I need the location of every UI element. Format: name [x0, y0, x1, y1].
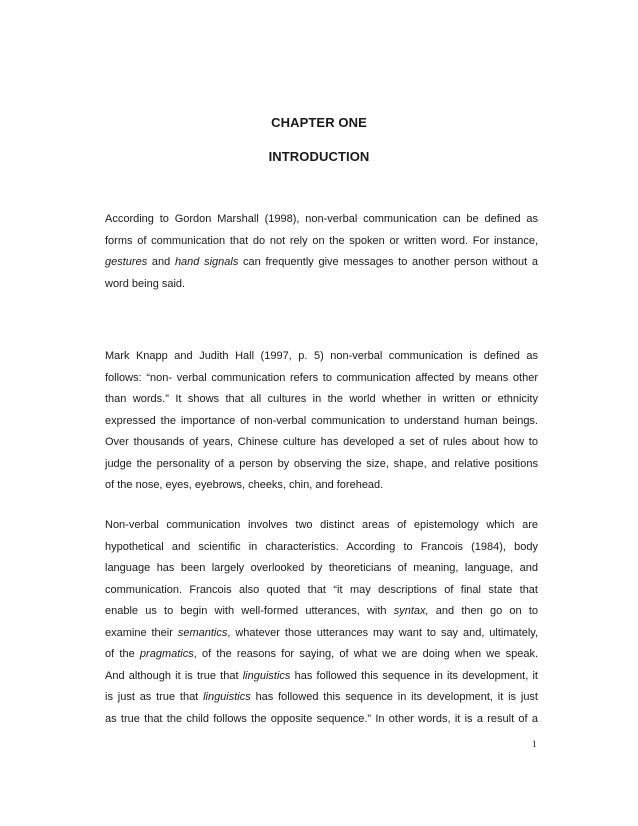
- chapter-title: INTRODUCTION: [268, 149, 370, 164]
- text-line: [105, 515, 538, 537]
- page-number: 1: [532, 739, 537, 749]
- text-line: [105, 644, 538, 666]
- text-run: word being said.: [105, 277, 186, 290]
- italic-term: syntax,: [393, 605, 429, 617]
- paragraph-1: [105, 209, 538, 295]
- text-line: [105, 231, 538, 253]
- text-line: [105, 209, 538, 231]
- text-run: judge the personality of a person by observing the size, shape, and relative positions: [105, 457, 538, 470]
- text-line: [105, 274, 538, 296]
- text-run: forms of communication that do not rely on the spoken or written word. For instance,: [105, 234, 538, 247]
- text-run: and then go on to: [428, 605, 539, 617]
- paragraph-2: [105, 346, 538, 497]
- text-run: and: [147, 256, 175, 268]
- italic-term: gestures: [105, 256, 148, 268]
- text-run: Over thousands of years, Chinese culture has developed a set of rules about how to: [105, 436, 538, 448]
- text-run: can frequently give messages to another person without a: [238, 256, 538, 268]
- italic-term: linguistics: [203, 691, 251, 703]
- text-run: than words.” It shows that all cultures in the world whether in written or ethnicity: [105, 393, 538, 405]
- paragraph-3: [105, 515, 538, 730]
- text-run: Non-verbal communication involves two distinct areas of epistemology which are: [105, 519, 538, 531]
- text-run: is just as true that: [105, 691, 204, 703]
- text-run: According to Gordon Marshall (1998), non-verbal communication can be defined as: [105, 213, 538, 225]
- text-line: [105, 709, 538, 731]
- text-line: [105, 558, 538, 580]
- text-line: [105, 389, 538, 411]
- text-run: language has been largely overlooked by theoreticians of meaning, language, and: [105, 562, 538, 574]
- text-run: enable us to begin with well-formed utterances, with: [105, 605, 394, 617]
- text-run: as true that the child follows the opposite sequence.” In other words, it is a result of a: [105, 712, 538, 725]
- italic-term: pragmatics: [139, 648, 194, 660]
- text-run: hypothetical and scientific in characteristics. According to Francois (1984), body: [105, 540, 538, 553]
- text-line: [105, 411, 538, 433]
- text-run: , of the reasons for saying, of what we are doing when we speak.: [193, 648, 538, 660]
- text-line: [105, 454, 538, 476]
- text-line: [105, 666, 538, 688]
- italic-term: linguistics: [242, 669, 291, 682]
- text-run: follows: “non- verbal communication refers to communication affected by means other: [105, 371, 538, 384]
- chapter-heading: CHAPTER ONE: [271, 115, 367, 130]
- text-line: [105, 368, 538, 390]
- text-line: [105, 601, 538, 623]
- text-line: [105, 687, 538, 709]
- italic-term: semantics: [177, 626, 228, 639]
- text-run: And although it is true that: [105, 669, 243, 682]
- text-run: , whatever those utterances may want to say and, ultimately,: [227, 626, 539, 639]
- text-line: [105, 537, 538, 559]
- text-line: [105, 252, 538, 274]
- text-line: [105, 623, 538, 645]
- text-run: examine their: [105, 626, 178, 639]
- text-run: of the nose, eyes, eyebrows, cheeks, chin, and forehead.: [105, 479, 384, 491]
- text-run: has followed this sequence in its development, it: [290, 669, 538, 682]
- text-run: communication. Francois also quoted that “it may descriptions of final state that: [105, 583, 538, 596]
- text-run: has followed this sequence in its development, it is just: [250, 691, 538, 703]
- text-line: [105, 346, 538, 368]
- text-line: [105, 432, 538, 454]
- text-run: of the: [105, 648, 140, 660]
- italic-term: hand signals: [174, 256, 239, 268]
- text-run: Mark Knapp and Judith Hall (1997, p. 5) non-verbal communication is defined as: [105, 350, 538, 362]
- text-line: [105, 475, 538, 497]
- text-run: expressed the importance of non-verbal communication to understand human beings.: [105, 414, 538, 427]
- text-line: [105, 580, 538, 602]
